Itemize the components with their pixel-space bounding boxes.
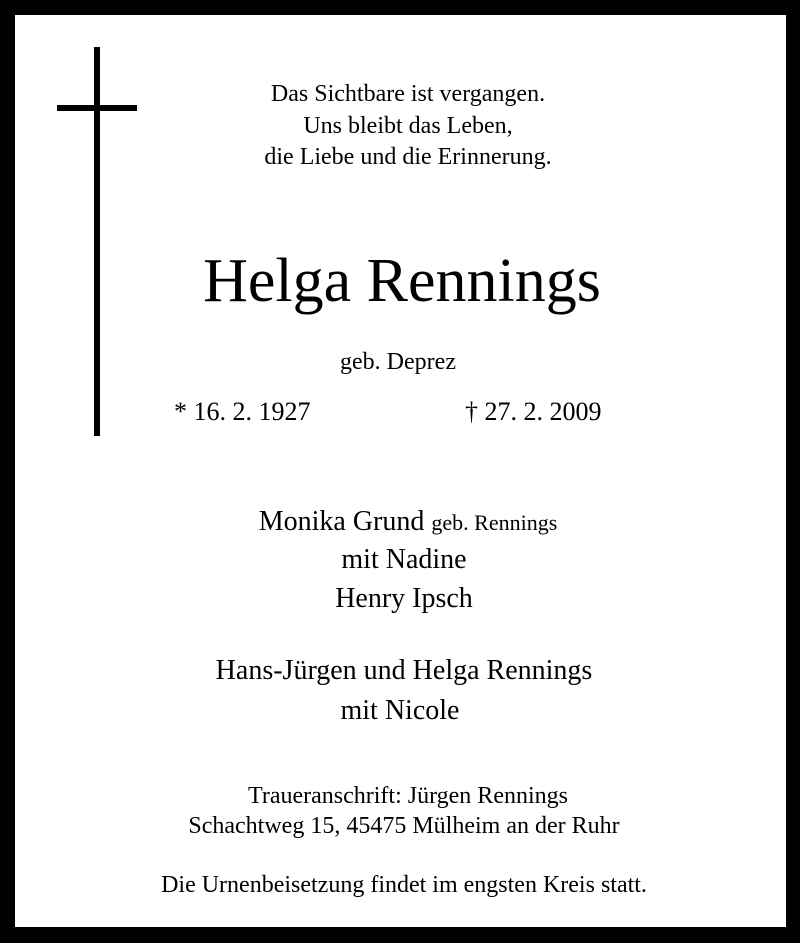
burial-notice: Die Urnenbeisetzung findet im engsten Kreis statt.: [161, 872, 647, 898]
mourning-address-line-2: Schachtweg 15, 45475 Mülheim an der Ruhr: [188, 813, 620, 839]
mourner-born-name: geb. Rennings: [431, 510, 558, 535]
verse-line-3: die Liebe und die Erinnerung.: [264, 144, 552, 170]
deceased-name: Helga Rennings: [203, 247, 601, 315]
mourner-line-1: [8, 508, 800, 536]
deceased-born-name: geb. Deprez: [340, 349, 456, 375]
mourner-line-4: Hans-Jürgen und Helga Rennings: [215, 655, 593, 686]
mourner-line-3: Henry Ipsch: [335, 583, 473, 614]
mourner-line-2: mit Nadine: [341, 544, 467, 575]
verse-line-2: Uns bleibt das Leben,: [303, 113, 513, 139]
mourning-address-line-1: Traueranschrift: Jürgen Rennings: [248, 783, 568, 809]
mourner-line-5: mit Nicole: [340, 695, 460, 726]
mourner-name: Monika Grund: [258, 506, 425, 537]
verse-line-1: Das Sichtbare ist vergangen.: [270, 81, 546, 107]
birth-date: * 16. 2. 1927: [174, 397, 311, 426]
death-date: † 27. 2. 2009: [465, 397, 602, 426]
